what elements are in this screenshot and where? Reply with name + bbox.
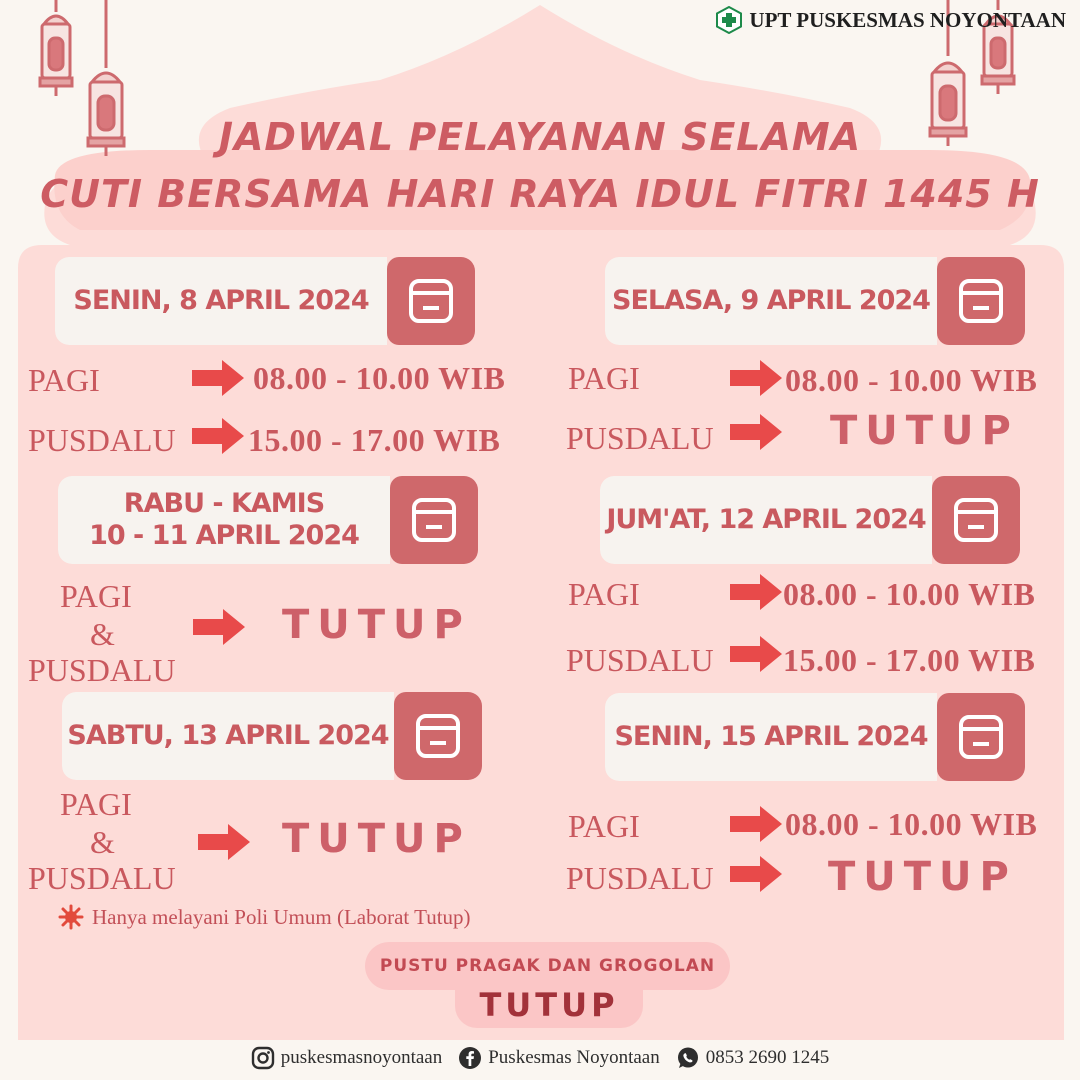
whatsapp-icon [676, 1046, 700, 1070]
brand-header [715, 6, 1066, 34]
session-time: 08.00 - 10.00 WIB [253, 360, 506, 396]
calendar-icon [932, 476, 1020, 564]
footer-whatsapp[interactable] [676, 1046, 830, 1070]
day-card-senin-8 [55, 257, 475, 345]
session-label-pagi: PAGI [568, 360, 640, 396]
pustu-title: PUSTU PRAGAK DAN GROGOLAN [365, 942, 730, 990]
pustu-status: TUTUP [455, 982, 643, 1028]
day-label: SENIN, 8 APRIL 2024 [55, 257, 387, 345]
session-time: 08.00 - 10.00 WIB [783, 576, 1036, 612]
starburst-icon [58, 904, 84, 930]
session-label-pagi: PAGI [568, 576, 640, 612]
session-label-and: & [90, 616, 115, 652]
arrow-right-icon [192, 358, 244, 398]
session-label-pusdalu: PUSDALU [28, 422, 176, 458]
status-tutup: TUTUP [828, 854, 1017, 900]
day-label-line1: RABU - KAMIS [123, 488, 325, 519]
day-label [58, 476, 390, 564]
session-time: 15.00 - 17.00 WIB [248, 422, 501, 458]
instagram-icon [251, 1046, 275, 1070]
day-card-sabtu-13 [62, 692, 482, 780]
session-time: 15.00 - 17.00 WIB [783, 642, 1036, 678]
day-card-selasa-9 [605, 257, 1025, 345]
arrow-right-icon [730, 358, 782, 398]
day-label: SENIN, 15 APRIL 2024 [605, 693, 937, 781]
session-label-pusdalu: PUSDALU [28, 652, 176, 688]
status-tutup: TUTUP [282, 602, 471, 648]
facebook-icon [458, 1046, 482, 1070]
day-label: JUM'AT, 12 APRIL 2024 [600, 476, 932, 564]
session-label-pusdalu: PUSDALU [566, 642, 714, 678]
day-label: SELASA, 9 APRIL 2024 [605, 257, 937, 345]
day-label-line2: 10 - 11 APRIL 2024 [89, 520, 359, 551]
page-title-line1: JADWAL PELAYANAN SELAMA [218, 115, 862, 159]
health-cross-logo-icon [715, 6, 743, 34]
session-label-pusdalu: PUSDALU [28, 860, 176, 896]
day-card-rabu-kamis [58, 476, 478, 564]
arrow-right-icon [730, 572, 782, 612]
footer-facebook[interactable] [458, 1046, 660, 1070]
session-label-pagi: PAGI [568, 808, 640, 844]
instagram-handle: puskesmasnoyontaan [280, 1047, 443, 1068]
day-card-jumat-12 [600, 476, 1020, 564]
arrow-right-icon [730, 634, 782, 674]
day-label: SABTU, 13 APRIL 2024 [62, 692, 394, 780]
session-label-pagi: PAGI [60, 578, 132, 614]
session-label-pagi: PAGI [28, 362, 100, 398]
facebook-name: Puskesmas Noyontaan [488, 1047, 660, 1068]
page-title-line2: CUTI BERSAMA HARI RAYA IDUL FITRI 1445 H [40, 172, 1040, 216]
brand-name: UPT PUSKESMAS NOYONTAAN [749, 7, 1066, 32]
session-label-and: & [90, 824, 115, 860]
whatsapp-number: 0853 2690 1245 [705, 1047, 830, 1068]
arrow-right-icon [198, 822, 250, 862]
calendar-icon [937, 257, 1025, 345]
arrow-right-icon [193, 607, 245, 647]
status-tutup: TUTUP [282, 816, 471, 862]
note-text: Hanya melayani Poli Umum (Laborat Tutup) [92, 904, 471, 929]
arrow-right-icon [192, 416, 244, 456]
calendar-icon [937, 693, 1025, 781]
footer-instagram[interactable] [251, 1046, 442, 1070]
session-label-pusdalu: PUSDALU [566, 420, 714, 456]
status-tutup: TUTUP [830, 408, 1019, 454]
day-card-senin-15 [605, 693, 1025, 781]
session-time: 08.00 - 10.00 WIB [785, 806, 1038, 842]
session-label-pusdalu: PUSDALU [566, 860, 714, 896]
session-time: 08.00 - 10.00 WIB [785, 362, 1038, 398]
arrow-right-icon [730, 854, 782, 894]
calendar-icon [390, 476, 478, 564]
arrow-right-icon [730, 412, 782, 452]
calendar-icon [394, 692, 482, 780]
service-note [58, 904, 471, 930]
calendar-icon [387, 257, 475, 345]
arrow-right-icon [730, 804, 782, 844]
footer-contacts [0, 1046, 1080, 1070]
session-label-pagi: PAGI [60, 786, 132, 822]
